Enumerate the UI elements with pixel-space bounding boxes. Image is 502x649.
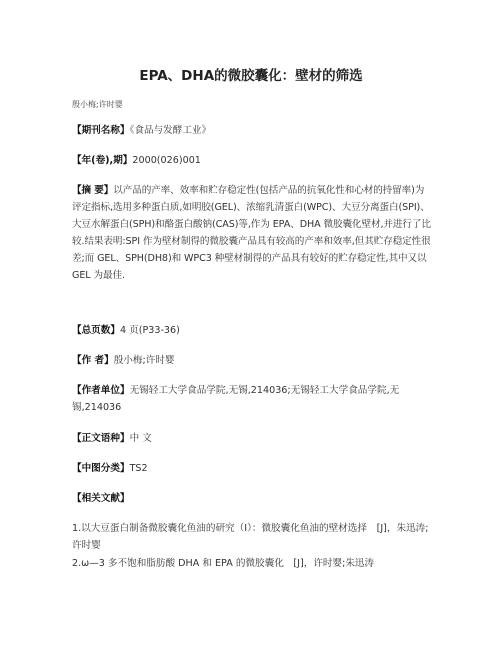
abstract-field bbox=[72, 182, 432, 284]
language-field bbox=[72, 430, 432, 447]
classification-field bbox=[72, 460, 432, 477]
classification-value: TS2 bbox=[129, 463, 148, 474]
pages-label: 【总页数】 bbox=[72, 325, 120, 336]
pages-field bbox=[72, 322, 432, 339]
authors-value: 殷小梅;许时婴 bbox=[113, 355, 175, 366]
year-field bbox=[72, 152, 432, 169]
journal-field bbox=[72, 122, 432, 139]
pages-value: 4 页(P33-36) bbox=[119, 325, 180, 336]
abstract-label: 【摘 要】 bbox=[72, 185, 114, 196]
affiliation-value: 无锡轻工大学食品学院,无锡,214036;无锡轻工大学食品学院,无锡,214036 bbox=[72, 385, 400, 413]
affiliation-label: 【作者单位】 bbox=[72, 385, 130, 396]
authors-line: 殷小梅;许时婴 bbox=[72, 100, 123, 109]
related-field bbox=[72, 490, 432, 507]
classification-label: 【中图分类】 bbox=[72, 463, 130, 474]
reference-item-1: 1.以大豆蛋白制备微胶囊化鱼油的研究（Ⅰ）：微胶囊化鱼油的壁材选择 [J]，朱迅涛;许时婴 bbox=[72, 523, 429, 551]
abstract-value: 以产品的产率、效率和贮存稳定性(包括产品的抗氧化性和心材的持留率)为评定指标,选用多种蛋白质,如明胶(GEL)、浓缩乳清蛋白(WPC)、大豆分离蛋白(SPI)、大豆水解蛋白(SPH)和酪蛋白酸钠(CAS)等,作为 EPA、DHA 微胶囊化壁材,并进行了比较.结果表明:SPI 作为壁材制得的微胶囊产品具有较高的产率和效率,但其贮存稳定性很差;而 GEL、SPH(DH8)和 WPC3 种壁材制得的产品具有较好的贮存稳定性,其中又以 GEL 为最佳. bbox=[72, 185, 431, 281]
journal-value: 《食品与发酵工业》 bbox=[129, 125, 212, 136]
reference-item-2: 2.ω—3 多不饱和脂肪酸 DHA 和 EPA 的微胶囊化 [J]，许时婴;朱迅涛 bbox=[72, 558, 375, 569]
language-label: 【正文语种】 bbox=[72, 433, 130, 444]
authors-label: 【作 者】 bbox=[72, 355, 114, 366]
journal-label: 【期刊名称】 bbox=[72, 125, 130, 136]
year-value: 2000(026)001 bbox=[132, 155, 201, 166]
affiliation-field bbox=[72, 382, 432, 416]
related-label: 【相关文献】 bbox=[72, 493, 130, 504]
document-title: EPA、DHA的微胶囊化：壁材的筛选 bbox=[139, 68, 363, 84]
year-label: 【年(卷),期】 bbox=[72, 155, 133, 166]
language-value: 中 文 bbox=[129, 433, 152, 444]
authors-field bbox=[72, 352, 432, 369]
